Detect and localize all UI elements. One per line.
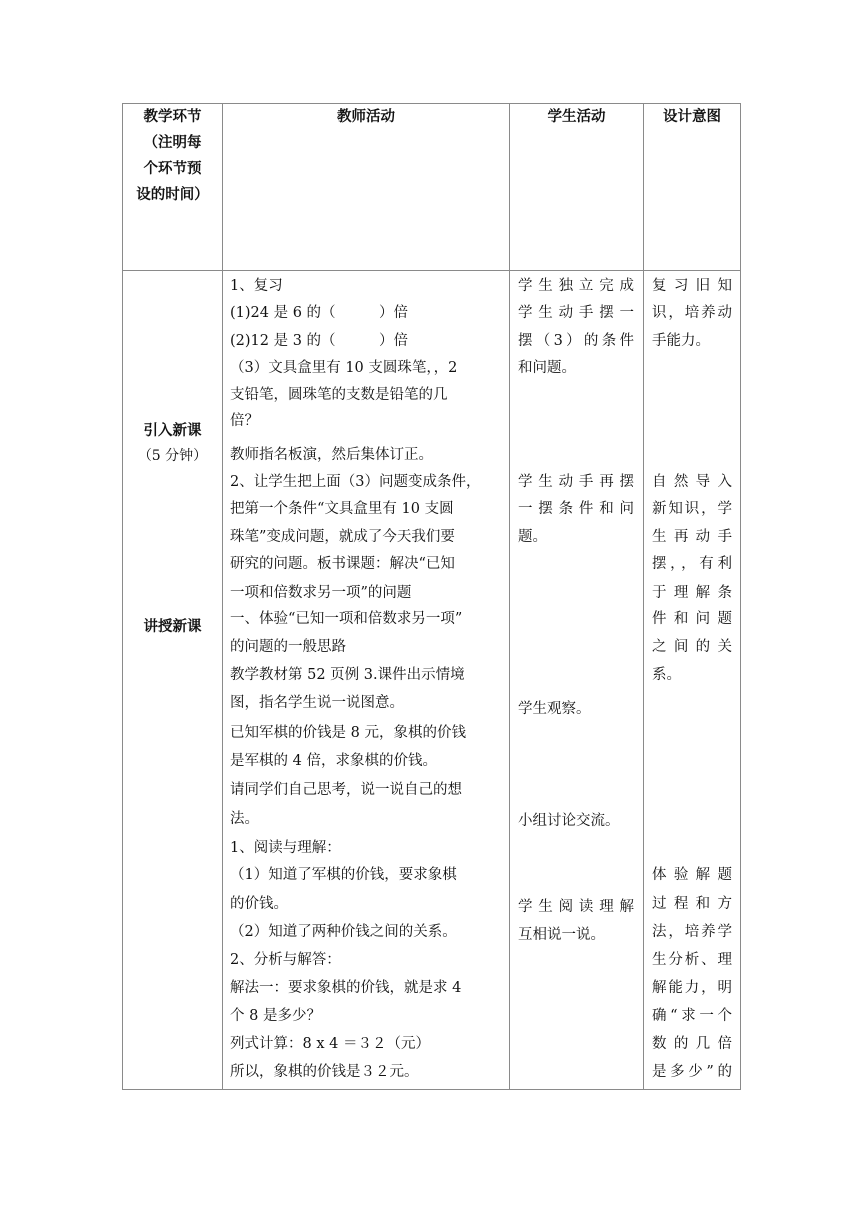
design-line: 体验解题: [652, 867, 732, 883]
student-line: 学生动手摆一: [518, 305, 634, 321]
teacher-line: 2、分析与解答：: [230, 952, 341, 968]
header-teacher: 教师活动: [223, 104, 510, 271]
teacher-line: 把第一个条件“文具盒里有 10 支圆: [230, 501, 454, 517]
teacher-line: 研究的问题。板书课题：解决“已知: [230, 556, 455, 572]
design-line: 识，培养动: [652, 305, 732, 321]
teacher-line: 1、阅读与理解：: [230, 840, 341, 856]
teacher-line: (2)12 是 3 的（ ）倍: [230, 333, 409, 349]
header-stage-line: 个环节预: [143, 161, 202, 177]
student-line: 题。: [518, 529, 547, 545]
header-row: [123, 104, 741, 271]
teacher-line: 珠笔”变成问题，就成了今天我们要: [230, 529, 455, 545]
teacher-line: 2、让学生把上面（3）问题变成条件，: [230, 474, 481, 490]
teacher-line: 教师指名板演，然后集体订正。: [230, 447, 433, 463]
header-stage: [123, 104, 223, 271]
design-line: 于理解条: [652, 585, 732, 601]
student-line: 学生独立完成: [518, 278, 634, 294]
teacher-line: (1)24 是 6 的（ ）倍: [230, 305, 409, 321]
header-stage-line: （注明每: [143, 135, 202, 151]
student-activity-cell: [510, 271, 644, 1090]
design-line: 生再动手: [652, 529, 732, 545]
design-line: 生分析、理: [652, 952, 732, 968]
teacher-line: 解法一：要求象棋的价钱，就是求 4: [230, 980, 462, 996]
design-line: 摆，，有利: [652, 556, 732, 572]
student-line: 学生阅读理解: [518, 899, 634, 915]
design-line: 新知识，学: [652, 501, 732, 517]
header-design: 设计意图: [644, 104, 741, 271]
header-stage-line: 教学环节: [143, 109, 202, 125]
content-row: [123, 271, 741, 1090]
student-line: 一摆条件和问: [518, 501, 634, 517]
design-line: 自然导入: [652, 474, 732, 490]
lesson-plan-table: [122, 103, 741, 1090]
student-line: 摆（3）的条件: [518, 333, 634, 349]
student-line: 小组讨论交流。: [518, 813, 620, 829]
teacher-line: 请同学们自己思考，说一说自己的想: [230, 782, 462, 798]
header-stage-line: 设的时间）: [136, 187, 209, 203]
design-line: 法，培养学: [652, 924, 732, 940]
student-line: 学生动手再摆: [518, 474, 634, 490]
student-line: 和问题。: [518, 360, 576, 376]
section-intro-time: （5 分钟）: [137, 448, 208, 464]
design-line: 解能力，明: [652, 980, 732, 996]
design-intent-cell: [644, 271, 741, 1090]
teacher-line: 的价钱。: [230, 896, 288, 912]
section-intro-title: 引入新课: [143, 423, 202, 439]
design-line: 数的几倍: [652, 1036, 732, 1052]
teacher-line: 一项和倍数求另一项”的问题: [230, 585, 412, 601]
teacher-line: 倍？: [230, 413, 259, 429]
teacher-line: 的问题的一般思路: [230, 639, 346, 655]
teacher-line: 个 8 是多少？: [230, 1008, 321, 1024]
teacher-line: （3）文具盒里有 10 支圆珠笔，，2: [230, 360, 458, 376]
teacher-line: 已知军棋的价钱是 8 元，象棋的价钱: [230, 725, 466, 741]
teacher-line: 一、体验“已知一项和倍数求另一项”: [230, 611, 463, 627]
teacher-line: 教学教材第 52 页例 3.课件出示情境: [230, 667, 465, 683]
design-line: 系。: [652, 667, 681, 683]
teacher-line: （1）知道了军棋的价钱，要求象棋: [230, 867, 457, 883]
teacher-line: 支铅笔，圆珠笔的支数是铅笔的几: [230, 387, 448, 403]
teacher-line: 是军棋的 4 倍，求象棋的价钱。: [230, 753, 437, 769]
teacher-line: 所以，象棋的价钱是３２元。: [230, 1064, 419, 1080]
teacher-line: 列式计算：8 x 4 ＝３２（元）: [230, 1036, 430, 1052]
teacher-line: 法。: [230, 811, 259, 827]
teacher-line: （2）知道了两种价钱之间的关系。: [230, 924, 457, 940]
design-line: 手能力。: [652, 333, 710, 349]
design-line: 是多少”的: [652, 1064, 732, 1080]
stage-cell: [123, 271, 223, 1090]
teacher-activity-cell: [223, 271, 510, 1090]
design-line: 之间的关: [652, 639, 732, 655]
section-teach-title: 讲授新课: [143, 619, 202, 635]
student-line: 学生观察。: [518, 701, 591, 717]
design-line: 件和问题: [652, 611, 732, 627]
design-line: 复习旧知: [652, 278, 732, 294]
design-line: 确“求一个: [652, 1008, 732, 1024]
design-line: 过程和方: [652, 896, 732, 912]
teacher-line: 图，指名学生说一说图意。: [230, 695, 404, 711]
teacher-line: 1、复习: [230, 278, 283, 294]
header-student: 学生活动: [510, 104, 644, 271]
student-line: 互相说一说。: [518, 927, 605, 943]
